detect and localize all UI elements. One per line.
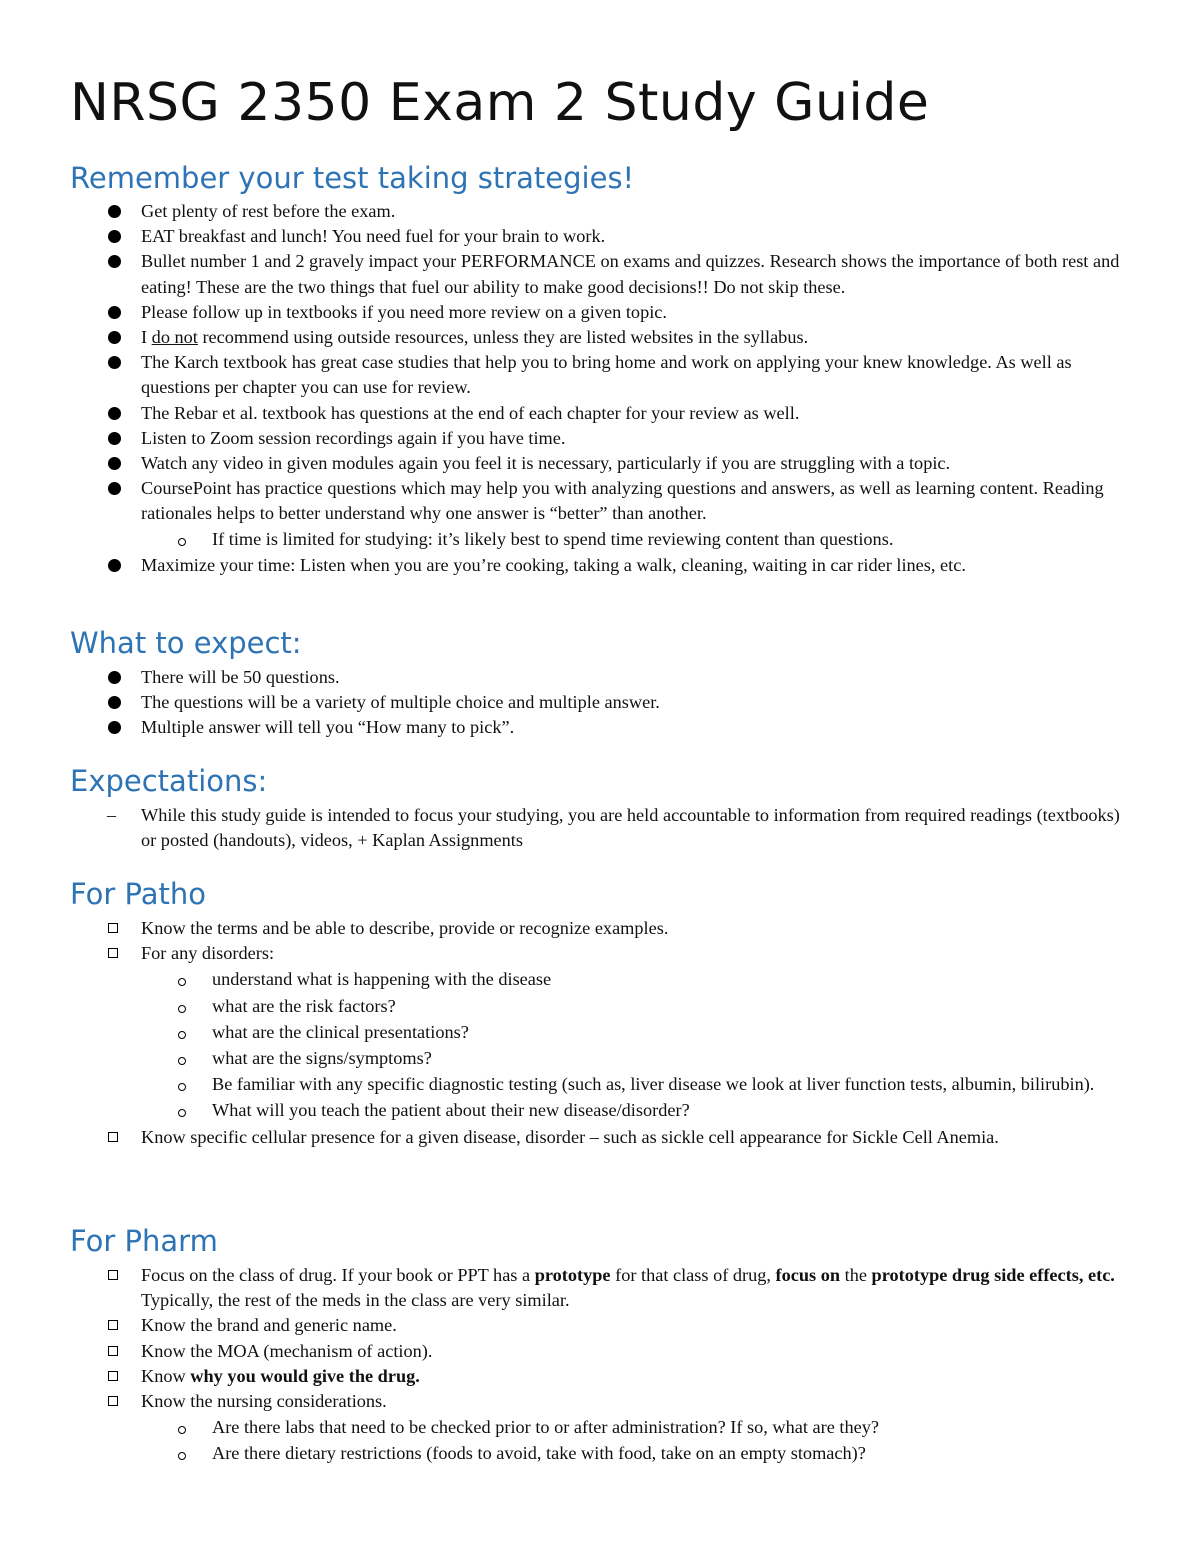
bullet-icon [108, 482, 121, 495]
checkbox-icon [108, 1371, 118, 1381]
list-item: CoursePoint has practice questions which may help you with analyzing questions and answers, as well as learning content. Reading rationales helps to better understand why one answer is “better” than another. [0, 476, 1136, 526]
sub-list-item: Are there labs that need to be checked prior to or after administration? If so, what are they? [0, 1415, 1132, 1440]
bullet-icon [108, 255, 121, 268]
list-item: The Karch textbook has great case studies that help you to bring home and work on applying your knew knowledge. As well as questions per chapter you can use for review. [0, 350, 1136, 400]
strategies-list [0, 199, 1200, 578]
bullet-icon [108, 205, 121, 218]
dash-icon: – [107, 805, 116, 825]
checklist-item: Know the nursing considerations. [0, 1389, 1136, 1414]
checkbox-icon [108, 1270, 118, 1280]
circle-bullet-icon [178, 1109, 186, 1117]
checkbox-icon [108, 1320, 118, 1330]
patho-list [0, 916, 1200, 1150]
sub-list-item: what are the risk factors? [0, 994, 1132, 1019]
list-item: Listen to Zoom session recordings again if you have time. [0, 426, 1136, 451]
heading-expectations: Expectations: [70, 764, 268, 798]
circle-bullet-icon [178, 538, 186, 546]
heading-for-patho: For Patho [70, 877, 206, 911]
bullet-icon [108, 559, 121, 572]
checklist-item: Know the brand and generic name. [0, 1313, 1136, 1338]
bullet-icon [108, 671, 121, 684]
pharm-list [0, 1263, 1200, 1467]
bullet-icon [108, 356, 121, 369]
bullet-icon [108, 230, 121, 243]
page-title: NRSG 2350 Exam 2 Study Guide [70, 73, 930, 133]
emphasis-underline: do not [151, 327, 198, 348]
checklist-item: Know why you would give the drug. [0, 1364, 1136, 1389]
sub-list-item: If time is limited for studying: it’s likely best to spend time reviewing content than questions. [0, 527, 1132, 552]
bullet-icon [108, 432, 121, 445]
bullet-icon [108, 331, 121, 344]
circle-bullet-icon [178, 1005, 186, 1013]
list-item: Watch any video in given modules again you feel it is necessary, particularly if you are struggling with a topic. [0, 451, 1136, 476]
checklist-item: Know the terms and be able to describe, provide or recognize examples. [0, 916, 1136, 941]
list-item: Maximize your time: Listen when you are you’re cooking, taking a walk, cleaning, waiting in car rider lines, etc. [0, 553, 1136, 578]
list-item: – While this study guide is intended to focus your studying, you are held accountable to information from required readings (textbooks) or posted (handouts), videos, + Kaplan Assignments [107, 805, 1120, 851]
checkbox-icon [108, 1346, 118, 1356]
checklist-item: Focus on the class of drug. If your book or PPT has a prototype for that class of drug, focus on the prototype drug side effects, etc. Typically, the rest of the meds in the class are very similar. [0, 1263, 1136, 1313]
list-item: Bullet number 1 and 2 gravely impact your PERFORMANCE on exams and quizzes. Research shows the importance of both rest and eating! These are the two things that fuel our ability to make good decisions!! Do not skip these. [0, 249, 1136, 299]
circle-bullet-icon [178, 1057, 186, 1065]
sub-list-item: What will you teach the patient about their new disease/disorder? [0, 1098, 1132, 1123]
checkbox-icon [108, 948, 118, 958]
circle-bullet-icon [178, 1031, 186, 1039]
heading-what-to-expect: What to expect: [70, 626, 302, 660]
checkbox-icon [108, 923, 118, 933]
checklist-item: For any disorders: [0, 941, 1136, 966]
list-item: EAT breakfast and lunch! You need fuel for your brain to work. [0, 224, 1136, 249]
expect-list [0, 665, 1200, 741]
checklist-item: Know specific cellular presence for a given disease, disorder – such as sickle cell appearance for Sickle Cell Anemia. [0, 1125, 1136, 1150]
circle-bullet-icon [178, 978, 186, 986]
list-item: Multiple answer will tell you “How many to pick”. [0, 715, 1136, 740]
circle-bullet-icon [178, 1452, 186, 1460]
sub-list-item: what are the clinical presentations? [0, 1020, 1132, 1045]
sub-list-item: Are there dietary restrictions (foods to avoid, take with food, take on an empty stomach)? [0, 1441, 1132, 1466]
list-item: There will be 50 questions. [0, 665, 1136, 690]
bullet-icon [108, 306, 121, 319]
bullet-icon [108, 721, 121, 734]
list-item: I do not recommend using outside resources, unless they are listed websites in the syllabus. [0, 325, 1136, 350]
bullet-icon [108, 696, 121, 709]
list-item: Get plenty of rest before the exam. [0, 199, 1136, 224]
list-item: The questions will be a variety of multiple choice and multiple answer. [0, 690, 1136, 715]
list-item: Please follow up in textbooks if you need more review on a given topic. [0, 300, 1136, 325]
checkbox-icon [108, 1396, 118, 1406]
checklist-item: Know the MOA (mechanism of action). [0, 1339, 1136, 1364]
checkbox-icon [108, 1132, 118, 1142]
heading-strategies: Remember your test taking strategies! [70, 161, 635, 195]
bullet-icon [108, 457, 121, 470]
sub-list-item: what are the signs/symptoms? [0, 1046, 1132, 1071]
heading-for-pharm: For Pharm [70, 1224, 218, 1258]
list-item: The Rebar et al. textbook has questions at the end of each chapter for your review as well. [0, 401, 1136, 426]
circle-bullet-icon [178, 1083, 186, 1091]
bullet-icon [108, 407, 121, 420]
sub-list-item: Be familiar with any specific diagnostic testing (such as, liver disease we look at liver function tests, albumin, bilirubin). [0, 1072, 1132, 1097]
expectations-list [0, 803, 1200, 853]
sub-list-item: understand what is happening with the disease [0, 967, 1132, 992]
circle-bullet-icon [178, 1426, 186, 1434]
